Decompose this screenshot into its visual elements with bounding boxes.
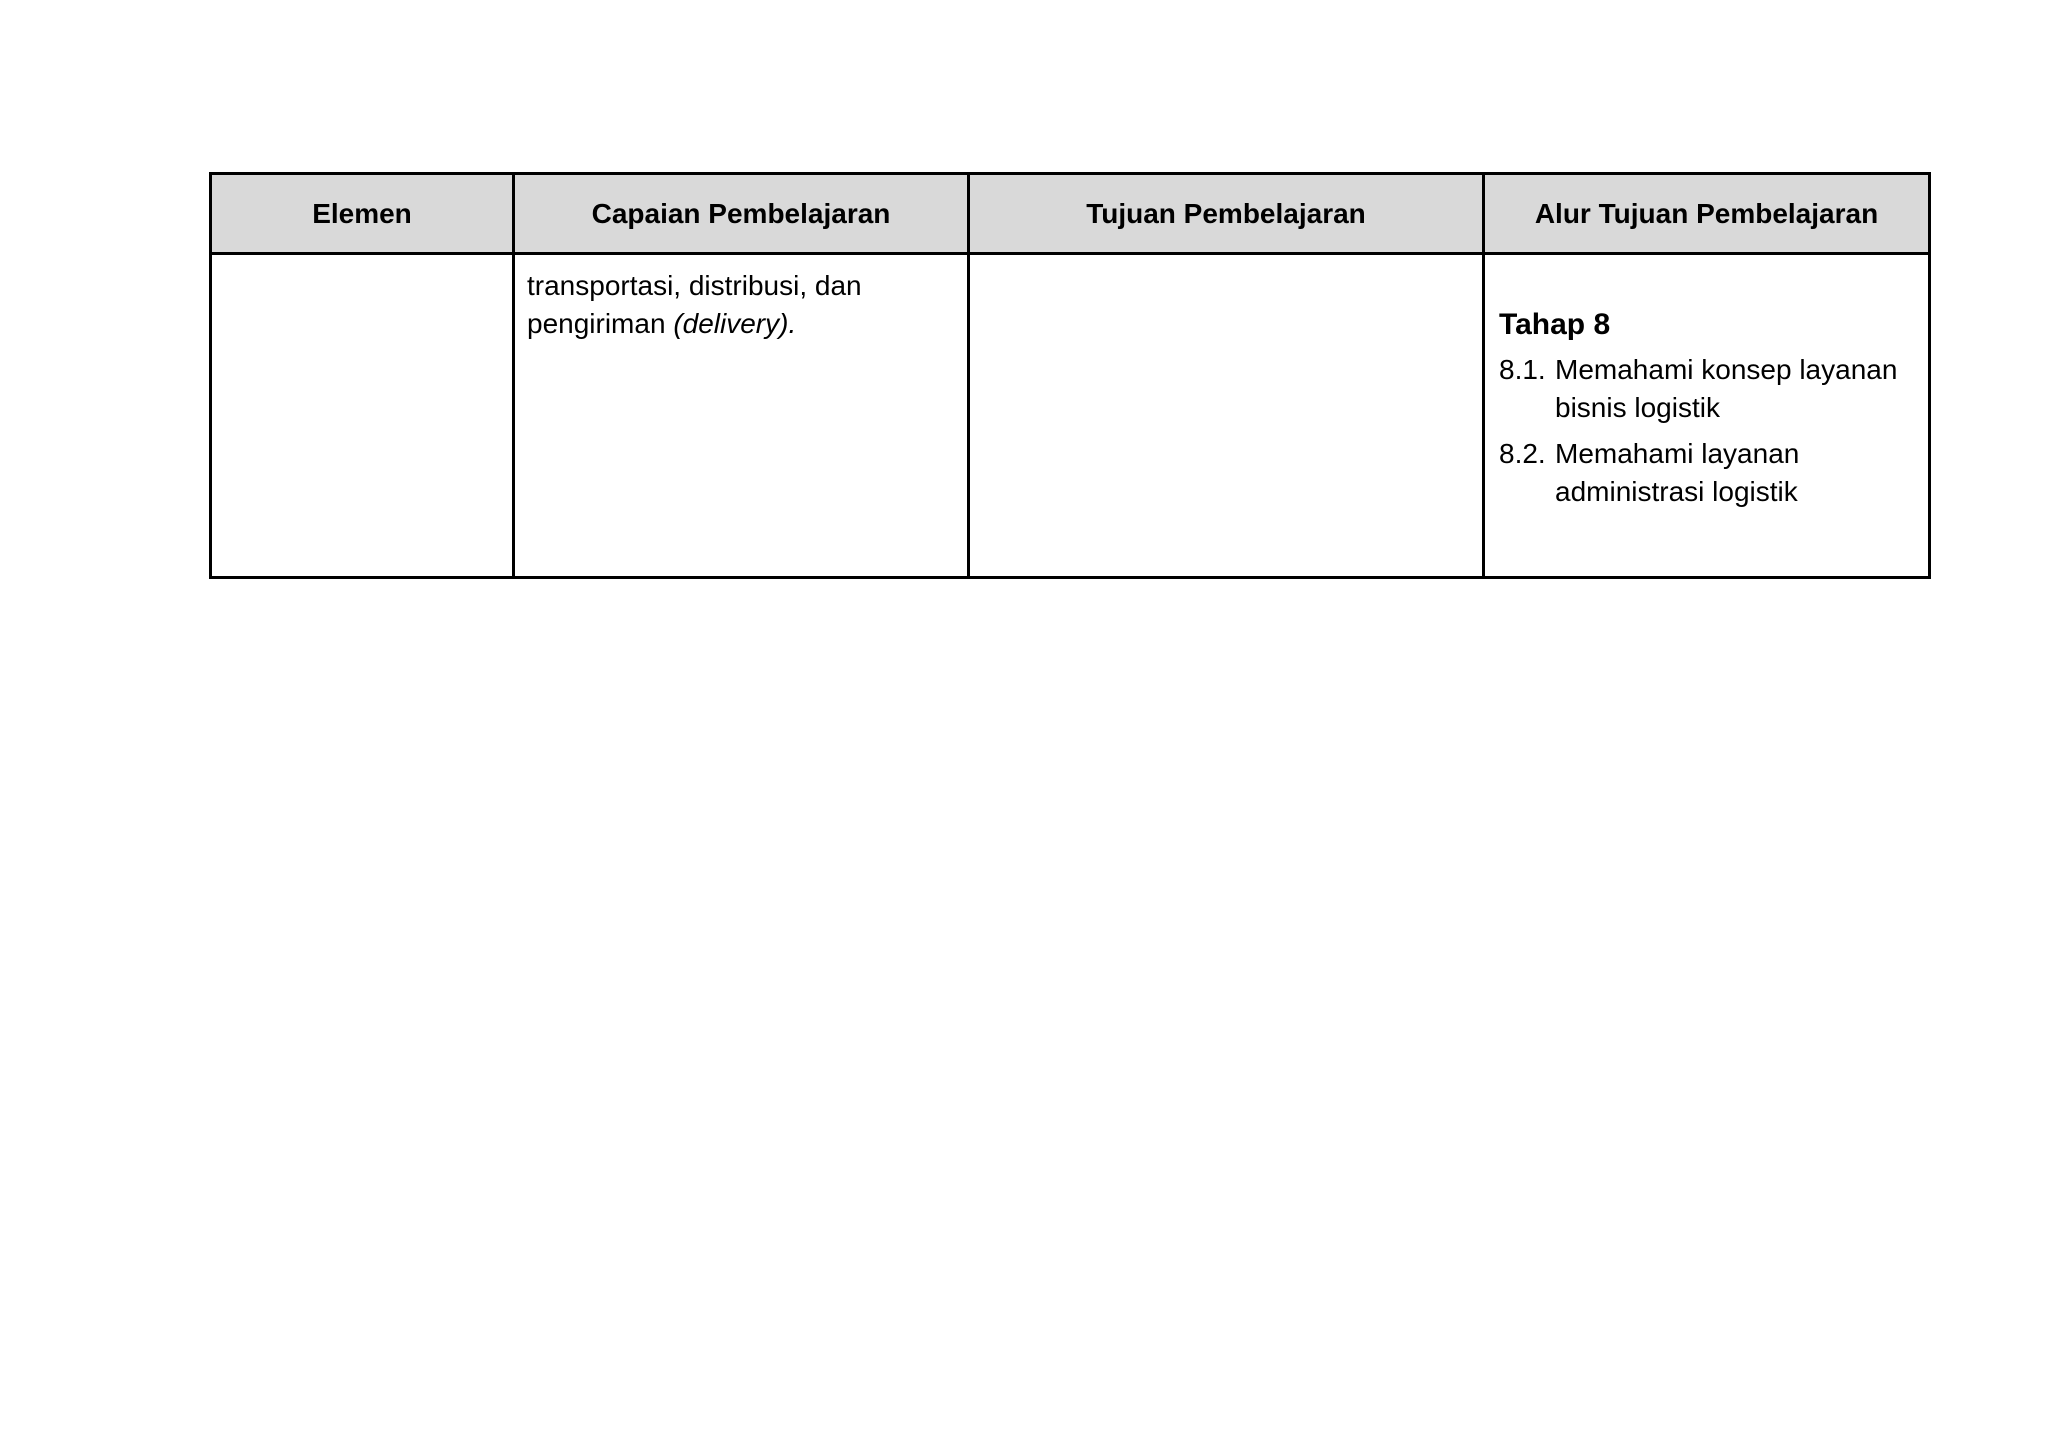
header-capaian-pembelajaran: Capaian Pembelajaran [514,174,969,254]
list-item-number: 8.1. [1499,354,1546,385]
atp-list [1499,351,1920,511]
header-tujuan-pembelajaran: Tujuan Pembelajaran [969,174,1484,254]
list-item-number: 8.2. [1499,438,1546,469]
cell-capaian-pembelajaran [514,254,969,578]
capaian-text: transportasi, distribusi, dan pengiriman [527,270,862,339]
list-item [1499,351,1920,427]
cell-elemen [211,254,514,578]
cell-alur-tujuan-pembelajaran [1484,254,1930,578]
list-item [1499,435,1920,511]
header-alur-tujuan-pembelajaran: Alur Tujuan Pembelajaran [1484,174,1930,254]
cell-tujuan-pembelajaran [969,254,1484,578]
header-elemen: Elemen [211,174,514,254]
header-row [211,174,1930,254]
table-row [211,254,1930,578]
learning-table [209,172,1931,579]
list-item-text: Memahami layanan administrasi logistik [1555,438,1800,507]
list-item-text: Memahami konsep layanan bisnis logistik [1555,354,1898,423]
table-header [211,174,1930,254]
capaian-italic-text: (delivery). [673,308,797,339]
stage-title: Tahap 8 [1499,308,1611,341]
